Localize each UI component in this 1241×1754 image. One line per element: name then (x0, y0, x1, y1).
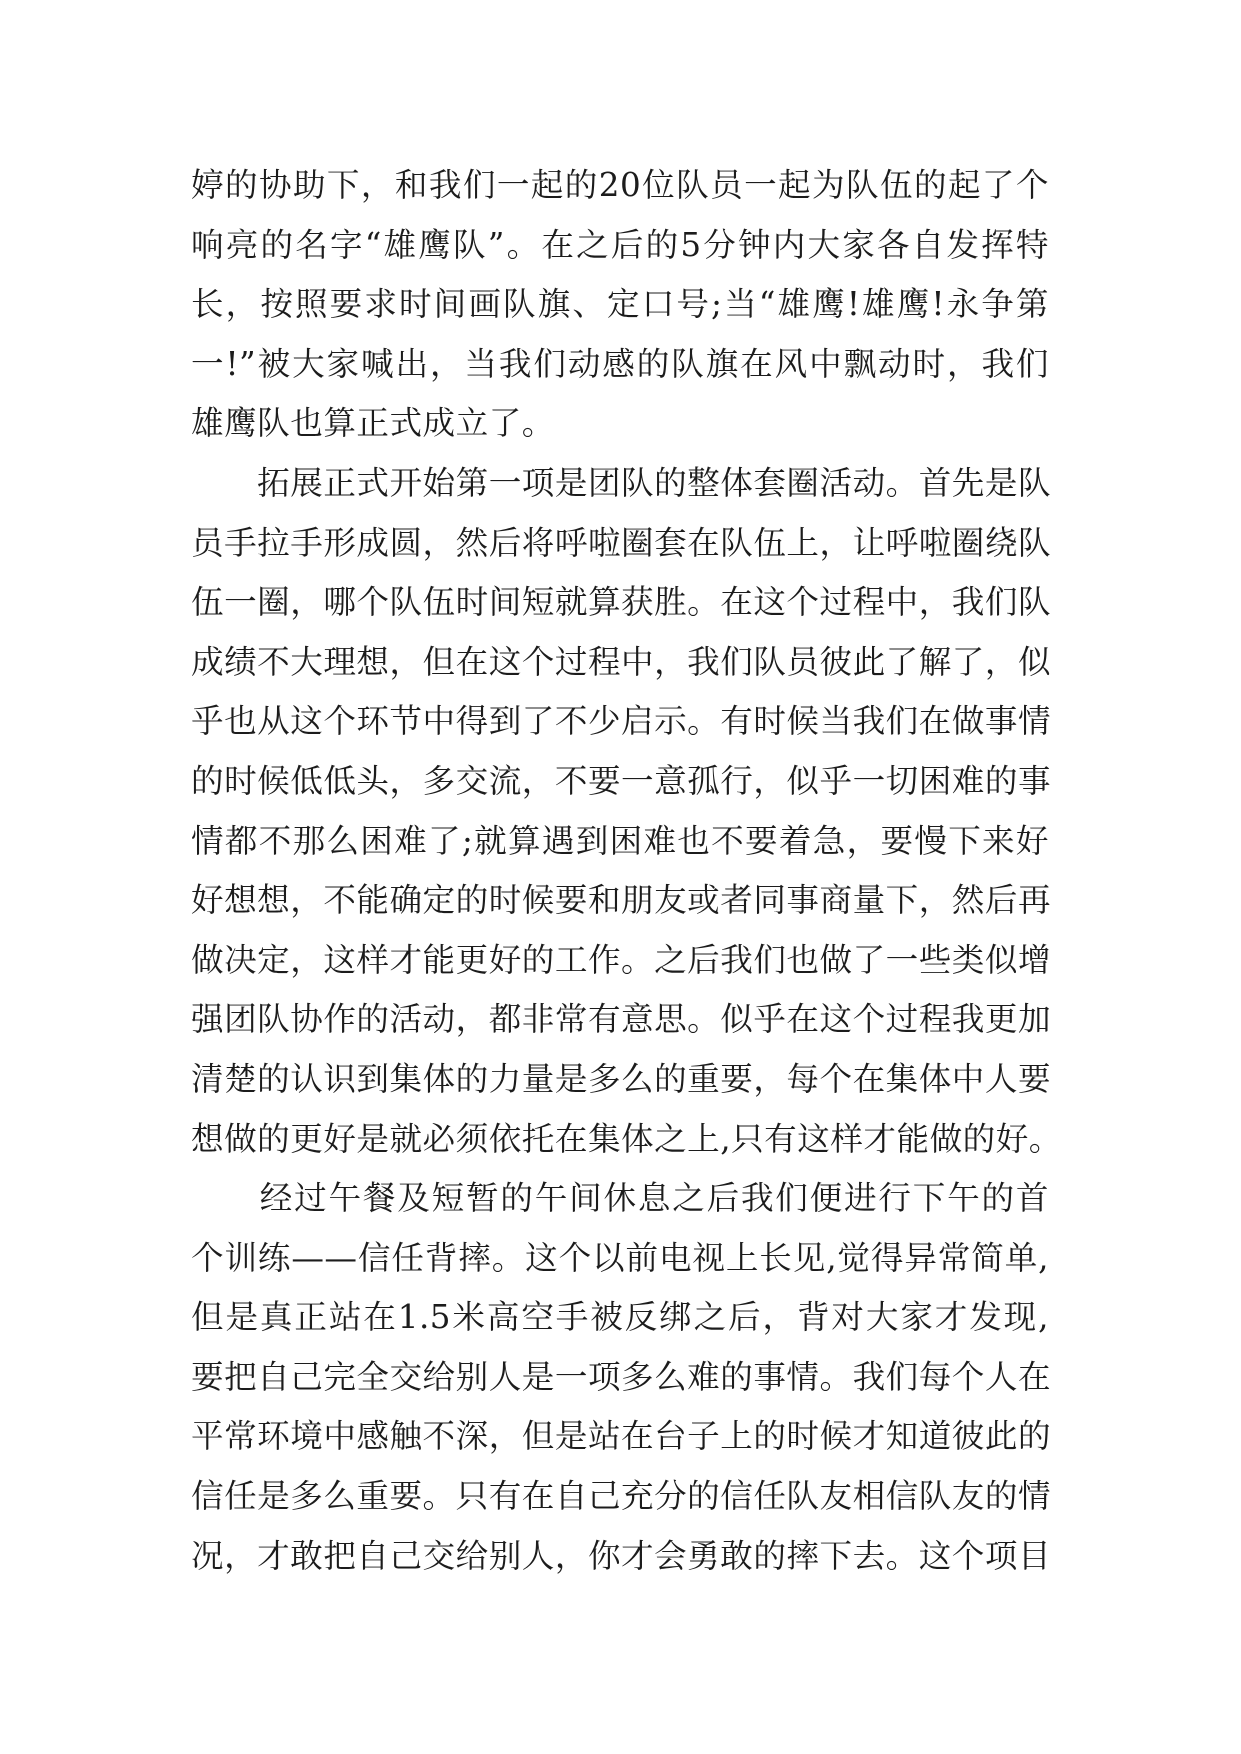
text-line: 况，才敢把自己交给别人，你才会勇敢的摔下去。这个项目 (191, 1536, 1052, 1575)
text-line: 一!”被大家喊出，当我们动感的队旗在风中飘动时，我们 (191, 344, 1049, 383)
text-line: 要把自己完全交给别人是一项多么难的事情。我们每个人在 (191, 1357, 1052, 1396)
text-line: 的时候低低头，多交流，不要一意孤行，似乎一切困难的事 (191, 761, 1052, 800)
text-line: 成绩不大理想，但在这个过程中，我们队员彼此了解了，似 (191, 642, 1052, 681)
text-line: 雄鹰队也算正式成立了。 (191, 404, 555, 443)
text-line: 响亮的名字“雄鹰队”。在之后的5分钟内大家各自发挥特 (191, 225, 1049, 264)
text-line: 但是真正站在1.5米高空手被反绑之后，背对大家才发现, (191, 1298, 1049, 1337)
text-line: 信任是多么重要。只有在自己充分的信任队友相信队友的情 (191, 1477, 1052, 1516)
text-line: 拓展正式开始第一项是团队的整体套圈活动。首先是队 (191, 463, 1052, 502)
body-text (191, 156, 1062, 1586)
text-line: 伍一圈，哪个队伍时间短就算获胜。在这个过程中，我们队 (191, 583, 1052, 622)
text-line: 清楚的认识到集体的力量是多么的重要，每个在集体中人要 (191, 1059, 1052, 1098)
text-line: 好想想，不能确定的时候要和朋友或者同事商量下，然后再 (191, 881, 1052, 920)
text-line: 强团队协作的活动，都非常有意思。似乎在这个过程我更加 (191, 1000, 1052, 1039)
text-line: 长，按照要求时间画队旗、定口号;当“雄鹰!雄鹰!永争第 (191, 285, 1049, 324)
text-line: 情都不那么困难了;就算遇到困难也不要着急，要慢下来好 (191, 821, 1049, 860)
text-line: 经过午餐及短暂的午间休息之后我们便进行下午的首 (191, 1179, 1049, 1218)
text-line: 平常环境中感触不深，但是站在台子上的时候才知道彼此的 (191, 1417, 1052, 1456)
text-line: 个训练——信任背摔。这个以前电视上长见,觉得异常简单, (191, 1238, 1049, 1277)
text-line: 员手拉手形成圆，然后将呼啦圈套在队伍上，让呼啦圈绕队 (191, 523, 1052, 562)
text-line: 婷的协助下，和我们一起的20位队员一起为队伍的起了个 (191, 166, 1049, 204)
text-line: 想做的更好是就必须依托在集体之上,只有这样才能做的好。 (191, 1119, 1062, 1158)
text-line: 乎也从这个环节中得到了不少启示。有时候当我们在做事情 (191, 702, 1052, 741)
text-line: 做决定，这样才能更好的工作。之后我们也做了一些类似增 (191, 940, 1052, 979)
